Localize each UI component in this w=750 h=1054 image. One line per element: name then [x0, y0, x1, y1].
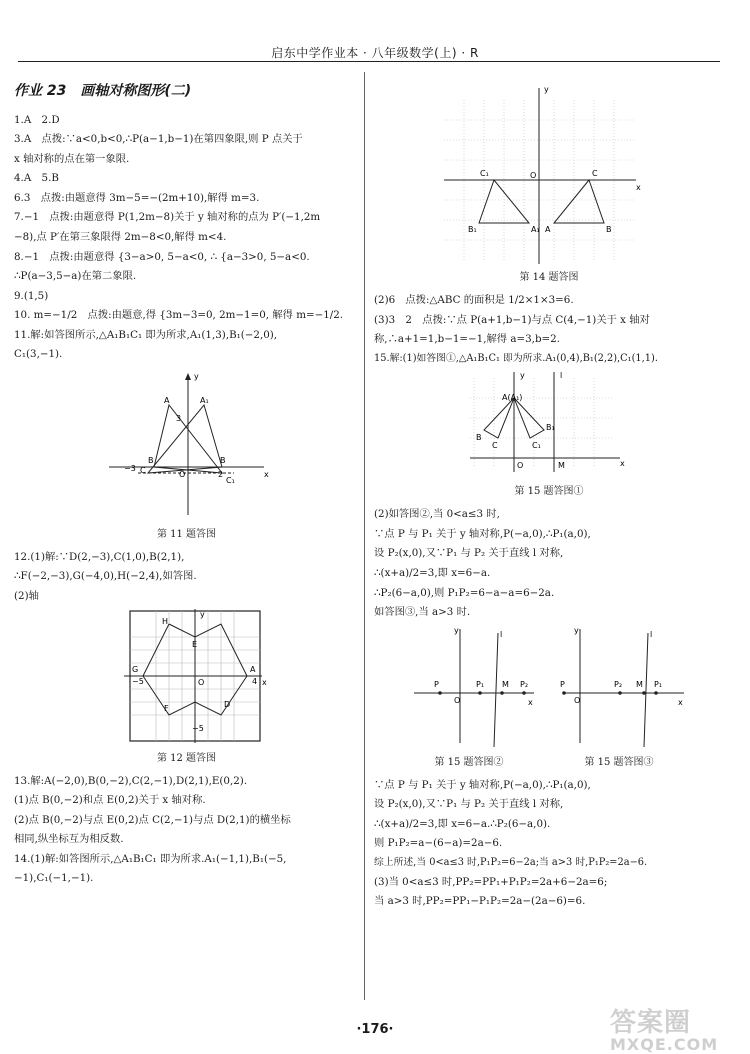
tick-label: 4 [252, 676, 258, 686]
line-l-2 [494, 633, 498, 747]
figure-15-1 [374, 368, 724, 480]
axis-label-y: y [520, 371, 525, 381]
answer-line: (3)3 2 点拨:∵点 P(a+1,b−1)与点 C(4,−1)关于 x 轴对 [374, 313, 650, 326]
answer-line: 15.解:(1)如答图①,△A₁B₁C₁ 即为所求.A₁(0,4),B₁(2,2),C₁(1,1). [374, 352, 658, 364]
column-divider [364, 72, 365, 1000]
answer-line: 14.(1)解:如答图所示,△A₁B₁C₁ 即为所求.A₁(−1,1),B₁(−5, [14, 852, 287, 865]
answer-line: 9.(1,5) [14, 289, 49, 302]
tick-label: −3 [124, 463, 136, 473]
axis-label-y: y [574, 625, 579, 635]
point-label-p2: P₂ [520, 679, 529, 689]
page-number: ·176· [356, 1022, 394, 1037]
figure-caption: 第 15 题答图① [514, 486, 584, 498]
answer-line: x 轴对称的点在第一象限. [14, 152, 130, 165]
answer-line: (1)点 B(0,−2)和点 E(0,2)关于 x 轴对称. [14, 794, 206, 807]
answer-line: C₁(3,−1). [14, 348, 63, 361]
point-label-c1: C₁ [532, 441, 541, 451]
axis-label-x: x [264, 469, 269, 479]
point-label-p: P [434, 679, 439, 689]
answer-line: (2)如答图②,当 0<a≤3 时, [374, 508, 500, 521]
tick-label: −5 [192, 723, 204, 733]
answer-line: 3.A 点拨:∵a<0,b<0,∴P(a−1,b−1)在第四象限,则 P 点关于 [14, 133, 303, 146]
answer-line: ∴P₂(6−a,0),则 P₁P₂=6−a−a=6−2a. [374, 586, 555, 599]
axis-label-x: x [620, 459, 625, 469]
tick-label: 3 [176, 413, 182, 423]
answer-line: 8.−1 点拨:由题意得 {3−a>0, 5−a<0, ∴ {a−3>0, 5−a<0. [14, 250, 310, 263]
origin-label: O [198, 677, 205, 687]
answer-line: 设 P₂(x,0),又∵P₁ 与 P₂ 关于直线 l 对称, [374, 547, 564, 560]
header-rule [18, 61, 720, 62]
point-label-c: C [492, 441, 498, 451]
line-label-l: l [650, 629, 653, 639]
figure-caption: 第 11 题答图 [156, 528, 217, 540]
tick-label: −5 [132, 676, 144, 686]
point-label-a: A [164, 395, 170, 405]
point-label-a: A [545, 225, 551, 234]
line-l-3 [644, 633, 648, 747]
point-label-c1: C₁ [226, 475, 235, 485]
point-label-b1: B₁ [468, 225, 477, 234]
answer-line: 设 P₂(x,0),又∵P₁ 与 P₂ 关于直线 l 对称, [374, 798, 564, 811]
figures-15-2-3 [374, 623, 724, 751]
point-label-b: B [148, 455, 154, 465]
point-label-a1: A₁ [531, 225, 540, 234]
answer-line: 则 P₁P₂=a−(6−a)=2a−6. [374, 837, 503, 850]
point-label-b: B [606, 225, 612, 234]
point-label-c: C [592, 169, 598, 178]
figure-11 [14, 365, 359, 523]
axis-label-y: y [454, 625, 459, 635]
point-label-m: M [502, 679, 509, 689]
axis-label-x: x [678, 697, 683, 707]
point-label-e: E [192, 639, 198, 649]
answer-line: 如答图③,当 a>3 时. [374, 606, 471, 619]
answer-line: 6.3 点拨:由题意得 3m−5=−(2m+10),解得 m=3. [14, 191, 260, 204]
point-label-b1: B₁ [546, 423, 555, 433]
header-title: 启东中学作业本 · 八年级数学(上) · R [271, 46, 479, 60]
point-label-c: C [140, 465, 146, 475]
answer-line: 1.A 2.D [14, 113, 60, 126]
left-column [14, 74, 359, 889]
point-label-g: G [132, 664, 139, 674]
point-label-a1: A₁ [200, 395, 209, 405]
point-label-p2: P₂ [614, 679, 623, 689]
figure-caption: 第 15 题答图③ [584, 756, 654, 768]
figure-caption: 第 15 题答图② [434, 756, 504, 768]
watermark-url: MXQE.COM [610, 1035, 719, 1054]
axis-label-y: y [200, 609, 205, 619]
triangle-right [554, 180, 604, 223]
answer-line: 综上所述,当 0<a≤3 时,P₁P₂=6−2a;当 a>3 时,P₁P₂=2a−6. [374, 856, 648, 868]
answer-line: −8),点 P′在第三象限得 2m−8<0,解得 m<4. [14, 230, 227, 243]
tick-label: 2 [218, 469, 224, 479]
answer-line: ∴(x+a)/2=3,即 x=6−a. [374, 566, 491, 579]
point-label-p: P [560, 679, 565, 689]
origin-label: O [530, 171, 537, 180]
axis-label-x: x [528, 697, 533, 707]
watermark-logo [610, 1002, 748, 1052]
axis-label-x: x [636, 183, 641, 192]
point-label-f: F [164, 703, 169, 713]
point-label-m: M [636, 679, 643, 689]
answer-line: ∴F(−2,−3),G(−4,0),H(−2,4),如答图. [14, 570, 197, 583]
answer-line: 10. m=−1/2 点拨:由题意,得 {3m−3=0, 2m−1=0, 解得 m=−1/2. [14, 309, 344, 322]
origin-label: O [574, 695, 581, 705]
figure-caption: 第 12 题答图 [156, 752, 217, 764]
answer-line: 13.解:A(−2,0),B(0,−2),C(2,−1),D(2,1),E(0,2). [14, 774, 248, 787]
answer-line: ∴(x+a)/2=3,即 x=6−a.∴P₂(6−a,0). [374, 817, 551, 830]
point-label-b-right: B [220, 455, 226, 465]
figure-caption: 第 14 题答图 [519, 272, 579, 283]
answer-line: (2)点 B(0,−2)与点 E(0,2)点 C(2,−1)与点 D(2,1)的横坐标 [14, 813, 291, 826]
origin-label: O [517, 461, 524, 471]
point-label-m: M [558, 461, 565, 471]
answer-line: 7.−1 点拨:由题意得 P(1,2m−8)关于 y 轴对称的点为 P′(−1,2m [14, 211, 321, 224]
axis-label-y: y [194, 371, 199, 381]
point-label-a: A [250, 664, 256, 674]
page-header [0, 0, 750, 64]
point-label-p1: P₁ [654, 679, 663, 689]
point-label-c1: C₁ [480, 169, 489, 178]
origin-label: O [454, 695, 461, 705]
answer-line: 11.解:如答图所示,△A₁B₁C₁ 即为所求,A₁(1,3),B₁(−2,0), [14, 328, 278, 341]
answer-line: 相同,纵坐标互为相反数. [14, 833, 124, 846]
triangle-a1b1c1 [148, 405, 222, 473]
answer-line: ∵点 P 与 P₁ 关于 y 轴对称,P(−a,0),∴P₁(a,0), [374, 527, 591, 540]
figure-12 [14, 607, 359, 747]
answer-line: 称,∴a+1=1,b−1=−1,解得 a=3,b=2. [374, 333, 560, 346]
right-column [374, 80, 724, 912]
answer-line: ∵点 P 与 P₁ 关于 y 轴对称,P(−a,0),∴P₁(a,0), [374, 778, 591, 791]
point-label-a-a1: A(A₁) [502, 393, 523, 403]
triangle-left [479, 180, 529, 223]
answer-line: 12.(1)解:∵D(2,−3),C(1,0),B(2,1), [14, 550, 185, 563]
section-title: 作业 23 画轴对称图形(二) [14, 83, 192, 99]
point-label-p1: P₁ [476, 679, 485, 689]
axis-label-y: y [544, 85, 549, 94]
origin-label: O [179, 469, 186, 479]
answer-line: (2)轴 [14, 590, 39, 603]
answer-line: (3)当 0<a≤3 时,PP₂=PP₁+P₁P₂=2a+6−2a=6; [374, 875, 608, 888]
answer-line: (2)6 点拨:△ABC 的面积是 1/2×1×3=6. [374, 294, 574, 306]
point-label-b: B [476, 433, 482, 443]
figure-14 [374, 80, 724, 266]
answer-line: −1),C₁(−1,−1). [14, 872, 94, 885]
axis-label-x: x [262, 677, 267, 687]
line-label-l: l [500, 629, 503, 639]
line-label-l: l [560, 371, 563, 381]
answer-line: ∴P(a−3,5−a)在第二象限. [14, 270, 137, 283]
watermark-text: 答案圈 [610, 1008, 692, 1038]
answer-line: 4.A 5.B [14, 172, 59, 185]
answer-line: 当 a>3 时,PP₂=PP₁−P₁P₂=2a−(2a−6)=6. [374, 895, 586, 908]
point-label-h: H [162, 616, 169, 626]
point-label-d: D [224, 699, 231, 709]
